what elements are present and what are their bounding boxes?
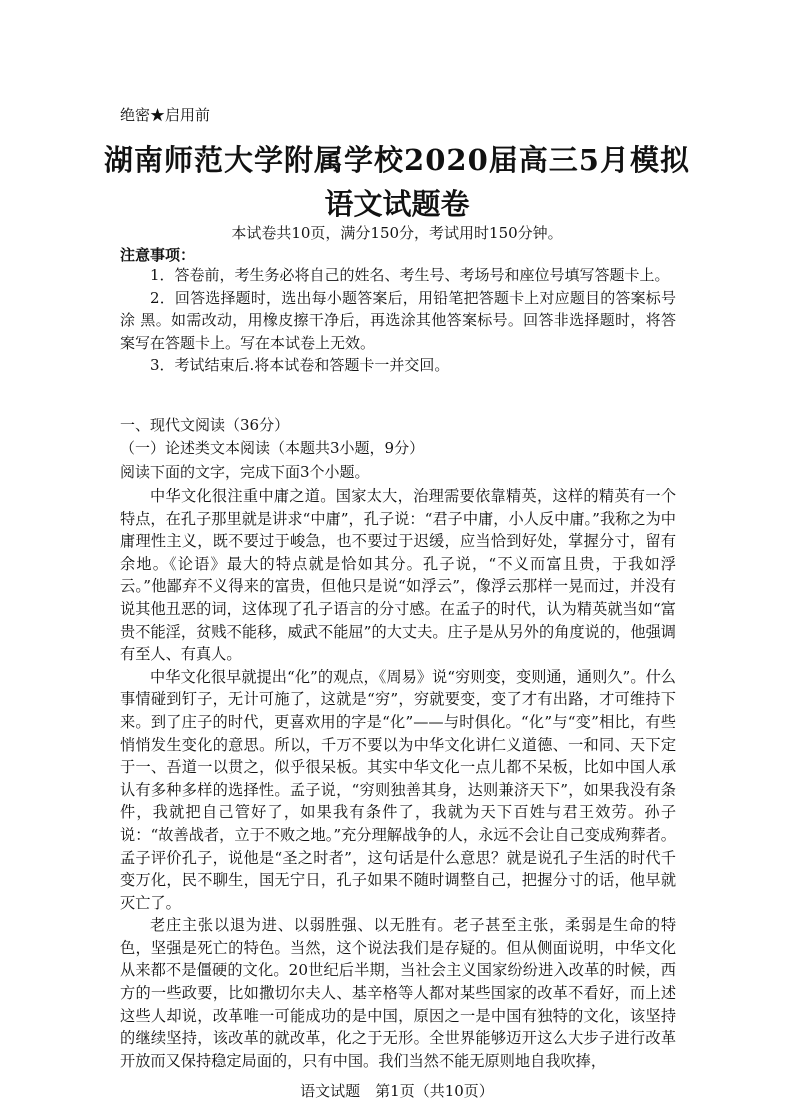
- passage-paragraph: 老庄主张以退为进、以弱胜强、以无胜有。老子甚至主张，柔弱是生命的特色，坚强是死亡的特色。当然，这个说法我们是存疑的。但从侧面说明，中华文化从来都不是僵硬的文化。20世纪后半期，当社会主义国家纷纷进入改革的时候，西方的一些政要，比如撒切尔夫人、基辛格等人都对某些国家的改革不看好，而上述这些人却说，改革唯一可能成功的是中国，原因之一是中国有独特的文化，该坚持的继续坚持，该改革的就改革，化之于无形。全世界能够迈开这么大步子进行改革开放而又保持稳定局面的，只有中国。我们当然不能无原则地自我吹捧，: [120, 916, 676, 1070]
- notice-list: [120, 264, 676, 377]
- confidential-label: 绝密★启用前: [120, 106, 211, 124]
- exam-info: 本试卷共10页，满分150分，考试用时150分钟。: [231, 224, 563, 242]
- page-footer: 语文试题 第1页（共10页）: [300, 1082, 494, 1100]
- passage-paragraph: 中华文化很早就提出“化”的观点，《周易》说“穷则变，变则通，通则久”。什么事情碰到钉子，无计可施了，这就是“穷”，穷就要变，变了才有出路，才可维持下来。到了庄子的时代，更喜欢用的字是“化”——与时俱化。“化”与“变”相比，有些悄悄发生变化的意思。所以，千万不要以为中华文化讲仁义道德、一和同、天下定于一、吾道一以贯之，似乎很呆板。其实中华文化一点儿都不呆板，比如中国人承认有多种多样的选择性。孟子说，“穷则独善其身，达则兼济天下”，如果我没有条件，我就把自己管好了，如果我有条件了，我就为天下百姓与君王效劳。孙子说：“故善战者，立于不败之地。”充分理解战争的人，永远不会让自己变成殉葬者。孟子评价孔子，说他是“圣之时者”，这句话是什么意思？就是说孔子生活的时代千变万化，民不聊生，国无宁日，孔子如果不随时调整自己，把握分寸的话，他早就灭亡了。: [120, 667, 676, 912]
- section-heading: 一、现代文阅读（36分）: [120, 416, 290, 434]
- reading-passage: [120, 485, 676, 1072]
- exam-title: 湖南师范大学附属学校2020届高三5月模拟: [104, 143, 690, 177]
- notice-item: 2．回答选择题时，选出每小题答案后，用铅笔把答题卡上对应题目的答案标号涂 黑。如需改动，用橡皮擦干净后，再选涂其他答案标号。回答非选择题时，将答案写在答题卡上。写在本试卷上无效。: [120, 288, 676, 352]
- notice-item: 3．考试结束后.将本试卷和答题卡一并交回。: [150, 356, 450, 374]
- notice-item: 1．答卷前，考生务必将自己的姓名、考生号、考场号和座位号填写答题卡上。: [150, 266, 670, 284]
- subsection-heading: （一）论述类文本阅读（本题共3小题，9分）: [120, 439, 425, 457]
- passage-paragraph: 中华文化很注重中庸之道。国家太大，治理需要依靠精英，这样的精英有一个特点，在孔子那里就是讲求“中庸”，孔子说：“君子中庸，小人反中庸。”我称之为中庸理性主义，既不要过于峻急，也不要过于迟缓，应当恰到好处，掌握分寸，留有余地。《论语》最大的特点就是恰如其分。孔子说，“不义而富且贵，于我如浮云。”他鄙弃不义得来的富贵，但他只是说“如浮云”，像浮云那样一晃而过，并没有说其他丑恶的词，这体现了孔子语言的分寸感。在孟子的时代，认为精英就当如“富贵不能淫，贫贱不能移，威武不能屈”的大丈夫。庄子是从另外的角度说的，他强调有至人、有真人。: [120, 487, 676, 664]
- paper-title: 语文试题卷: [324, 187, 470, 221]
- reading-instruction: 阅读下面的文字，完成下面3个小题。: [120, 463, 370, 481]
- notice-heading: 注意事项：: [120, 246, 196, 264]
